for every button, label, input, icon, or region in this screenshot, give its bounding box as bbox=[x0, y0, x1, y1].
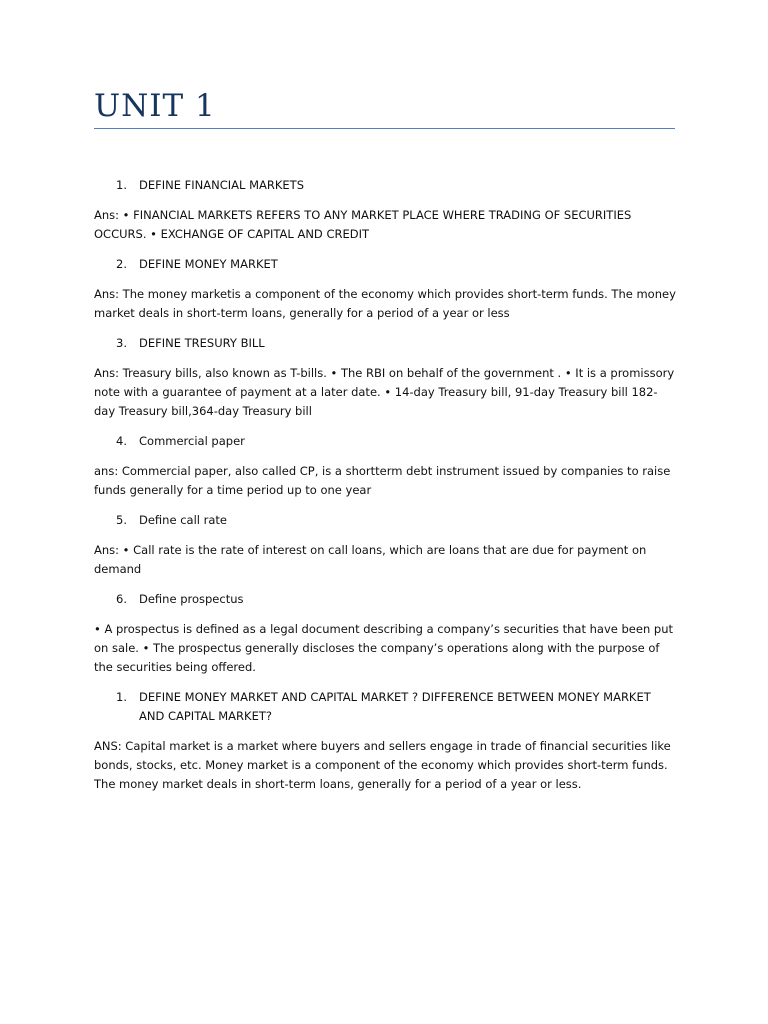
question-text: Define call rate bbox=[139, 513, 227, 527]
answer-2: Ans: The money marketis a component of the economy which provides short-term funds. The money market deals in short-term loans, generally for a period of a year or less bbox=[94, 287, 676, 320]
answer-7: ANS: Capital market is a market where buyers and sellers engage in trade of financial securities like bonds, stocks, etc. Money market is a component of the economy which provides short-term funds. The money market deals in short-term loans, generally for a period of a year or less. bbox=[94, 739, 671, 791]
question-5 bbox=[94, 511, 676, 530]
question-text: Define prospectus bbox=[139, 592, 244, 606]
answer-5: Ans: • Call rate is the rate of interest on call loans, which are loans that are due for payment on demand bbox=[94, 543, 647, 576]
question-number: 4. bbox=[116, 434, 127, 448]
question-number: 3. bbox=[116, 336, 127, 350]
question-number: 5. bbox=[116, 513, 127, 527]
answer-4: ans: Commercial paper, also called CP, is a shortterm debt instrument issued by companies to raise funds generally for a time period up to one year bbox=[94, 464, 671, 497]
question-3 bbox=[94, 334, 676, 353]
answer-1: Ans: • FINANCIAL MARKETS REFERS TO ANY MARKET PLACE WHERE TRADING OF SECURITIES OCCURS. • EXCHANGE OF CAPITAL AND CREDIT bbox=[94, 208, 632, 241]
question-text: Commercial paper bbox=[139, 434, 245, 448]
document-body bbox=[94, 176, 676, 805]
title-divider bbox=[94, 128, 675, 129]
answer-3: Ans: Treasury bills, also known as T-bills. • The RBI on behalf of the government . • It is a promissory note with a guarantee of payment at a later date. • 14-day Treasury bill, 91-day Treasury bill 182-day Treasury bill,364-day Treasury bill bbox=[94, 366, 675, 418]
question-text: DEFINE FINANCIAL MARKETS bbox=[139, 178, 304, 192]
answer-6: • A prospectus is defined as a legal document describing a company’s securities that have been put on sale. • The prospectus generally discloses the company’s operations along with the purpose of the securities being offered. bbox=[94, 622, 673, 674]
question-4 bbox=[94, 432, 676, 451]
question-number: 1. bbox=[116, 690, 127, 704]
question-text: DEFINE MONEY MARKET AND CAPITAL MARKET ? DIFFERENCE BETWEEN MONEY MARKET AND CAPITAL MARKET? bbox=[139, 690, 651, 723]
question-text: DEFINE MONEY MARKET bbox=[139, 257, 278, 271]
question-2 bbox=[94, 255, 676, 274]
page-title: UNIT 1 bbox=[94, 88, 216, 124]
question-7 bbox=[94, 688, 676, 726]
question-number: 2. bbox=[116, 257, 127, 271]
question-number: 1. bbox=[116, 178, 127, 192]
question-6 bbox=[94, 590, 676, 609]
question-1 bbox=[94, 176, 676, 195]
question-text: DEFINE TRESURY BILL bbox=[139, 336, 265, 350]
question-number: 6. bbox=[116, 592, 127, 606]
